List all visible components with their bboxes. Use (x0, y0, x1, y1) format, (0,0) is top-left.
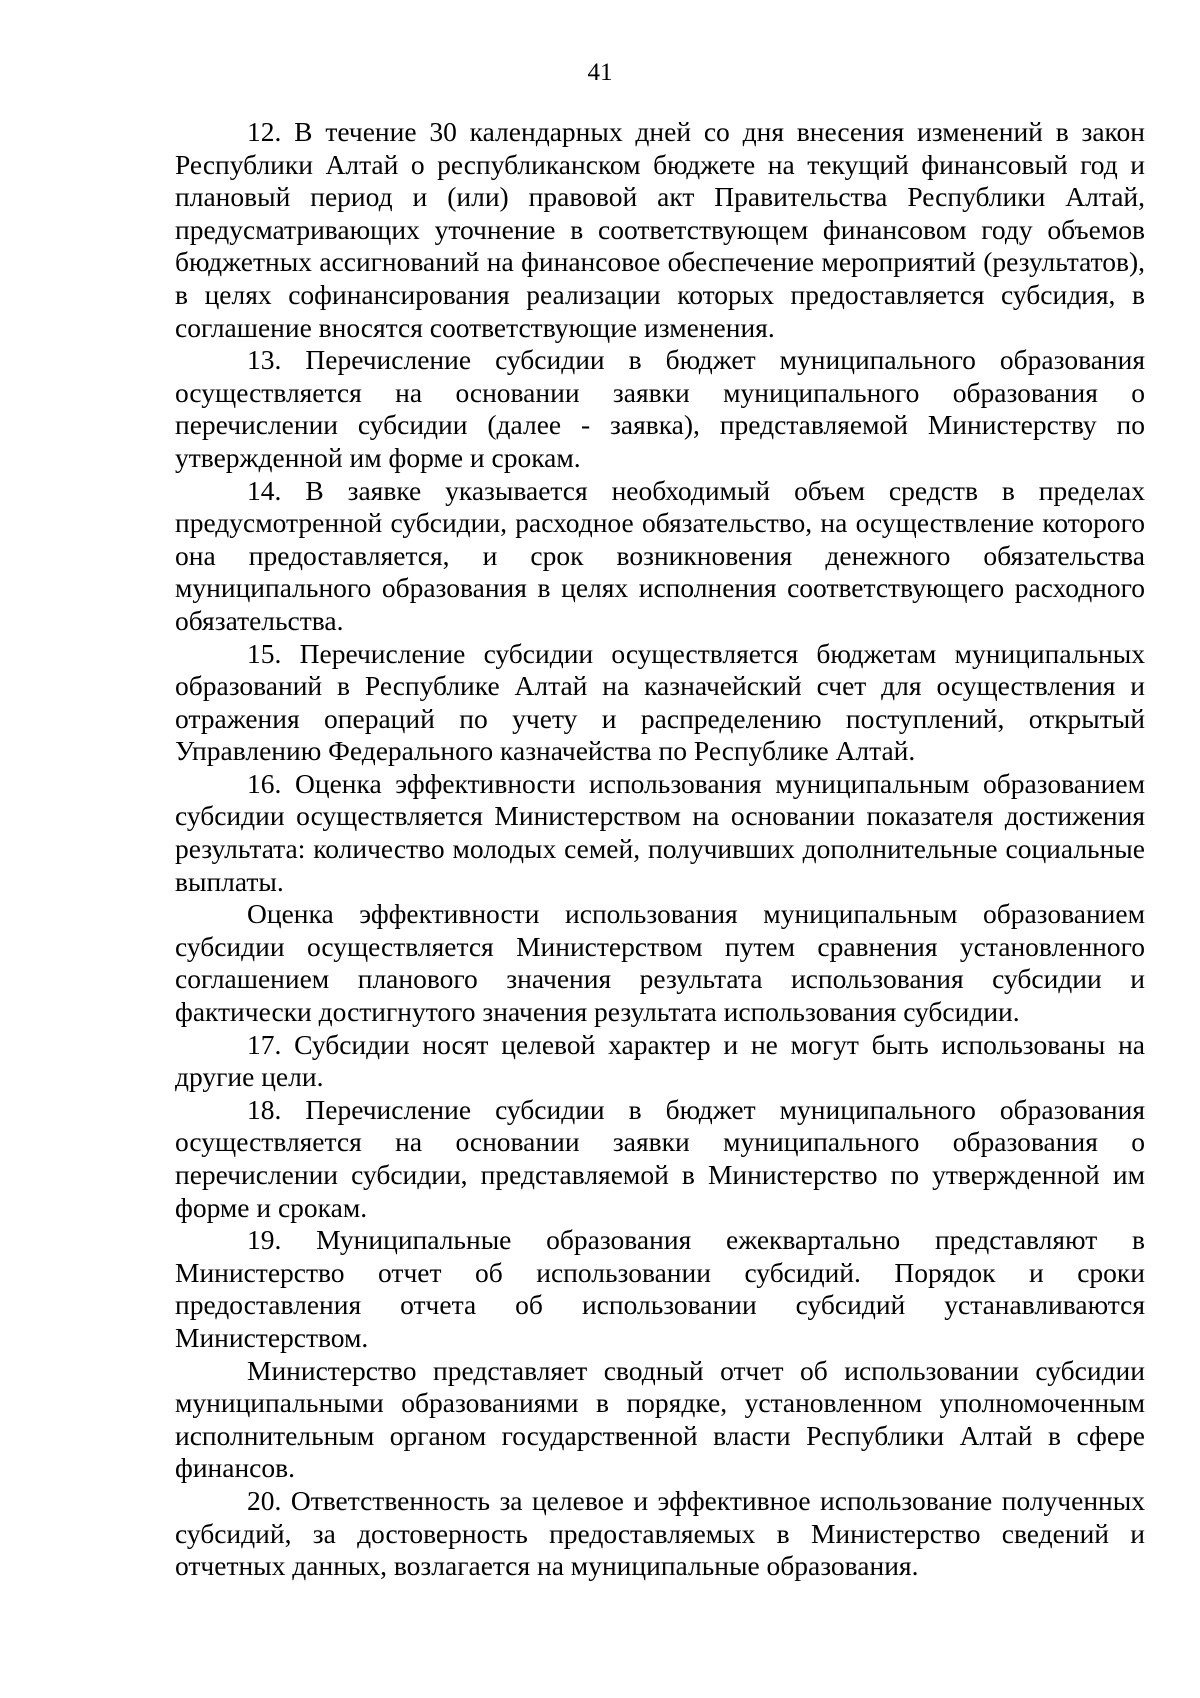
paragraph-19: 19. Муниципальные образования ежеквартально представляют в Министерство отчет об использовании субсидий. Порядок и сроки предоставления отчета об использовании субсидий устанавливаются Министерством. (175, 1224, 1145, 1353)
paragraph-18: 18. Перечисление субсидии в бюджет муниципального образования осуществляется на основании заявки муниципального образования о перечислении субсидии, представляемой в Министерство по утвержденной им форме и срокам. (175, 1093, 1145, 1223)
paragraph-16: 16. Оценка эффективности использования муниципальным образованием субсидии осуществляется Министерством на основании показателя достижения результата: количество молодых семей, получивших дополнительные социальные выплаты. (175, 767, 1145, 897)
paragraph-20: 20. Ответственность за целевое и эффективное использование полученных субсидий, за достоверность предоставляемых в Министерство сведений и отчетных данных, возлагается на муниципальные образования. (175, 1484, 1145, 1582)
paragraph-16-evaluation: Оценка эффективности использования муниципальным образованием субсидии осуществляется Министерством путем сравнения установленного соглашением планового значения результата использования субсидии и фактически достигнутого значения результата использования субсидии. (175, 898, 1145, 1028)
paragraph-17: 17. Субсидии носят целевой характер и не могут быть использованы на другие цели. (175, 1028, 1145, 1093)
paragraph-15: 15. Перечисление субсидии осуществляется бюджетам муниципальных образований в Республике Алтай на казначейский счет для осуществления и отражения операций по учету и распределению поступлений, открытый Управлению Федерального казначейства по Республике Алтай. (175, 637, 1145, 767)
paragraph-13: 13. Перечисление субсидии в бюджет муниципального образования осуществляется на основании заявки муниципального образования о перечислении субсидии (далее - заявка), представляемой Министерству по утвержденной им форме и срокам. (175, 344, 1145, 473)
paragraph-19-summary-report: Министерство представляет сводный отчет об использовании субсидии муниципальными образованиями в порядке, установленном уполномоченным исполнительным органом государственной власти Республики Алтай в сфере финансов. (175, 1354, 1145, 1484)
paragraph-14: 14. В заявке указывается необходимый объем средств в пределах предусмотренной субсидии, расходное обязательство, на осуществление которого она предоставляется, и срок возникновения денежного обязательства муниципального образования в целях исполнения соответствующего расходного обязательства. (175, 474, 1145, 636)
page-number: 41 (587, 59, 613, 86)
paragraph-12: 12. В течение 30 календарных дней со дня внесения изменений в закон Республики Алтай о республиканском бюджете на текущий финансовый год и плановый период и (или) правовой акт Правительства Республики Алтай, предусматривающих уточнение в соответствующем финансовом году объемов бюджетных ассигнований на финансовое обеспечение мероприятий (результатов), в целях софинансирования реализации которых предоставляется субсидия, в соглашение вносятся соответствующие изменения. (175, 116, 1145, 343)
document-body (175, 116, 1145, 1583)
